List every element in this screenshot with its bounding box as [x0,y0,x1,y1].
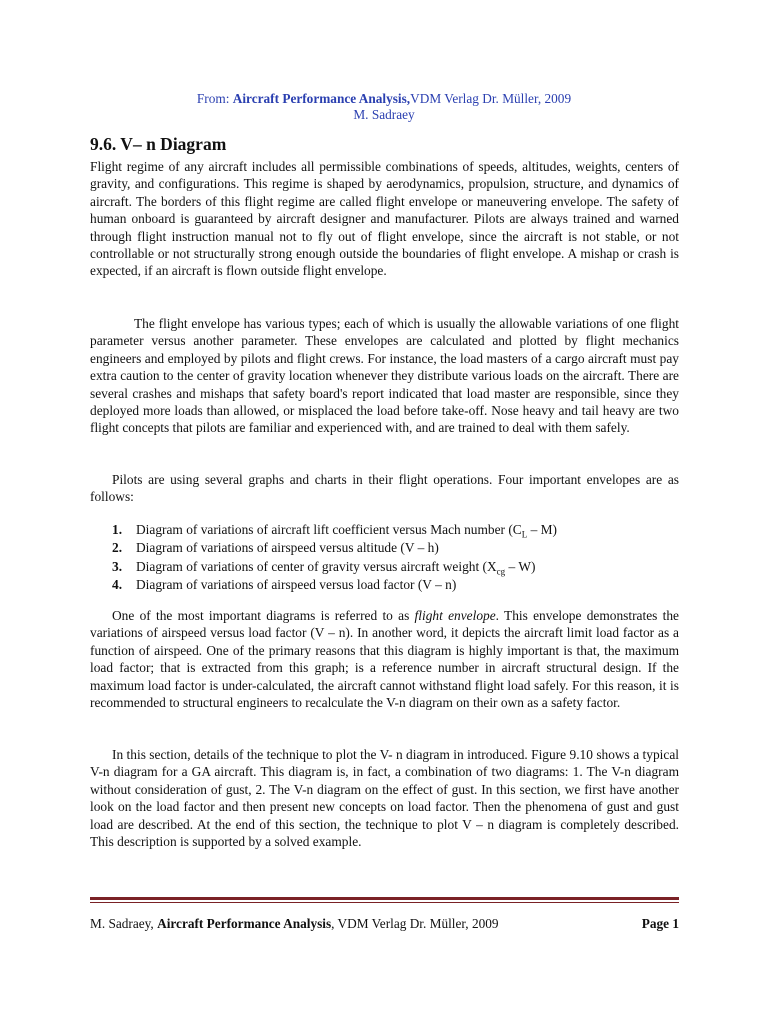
list-text: Diagram of variations of airspeed versus load factor (V – n) [136,576,457,592]
source-prefix: From: [196,91,233,106]
list-item [112,521,672,539]
footer-citation: M. Sadraey, Aircraft Performance Analysis, VDM Verlag Dr. Müller, 2009 [90,916,499,931]
paragraph-envelopes-intro: Pilots are using several graphs and charts in their flight operations. Four important envelopes are as follows: [90,472,679,505]
source-line [0,91,768,107]
page-footer [90,916,679,932]
list-number: 2. [112,540,123,556]
footer-rule-thin [90,902,679,903]
paragraph-flight-regime: Flight regime of any aircraft includes all permissible combinations of speeds, altitudes, weights, centers of gravity, and configurations. This regime is shaped by aerodynamics, propulsion, structure, and dynamics of aircraft. The borders of this flight regime are called flight envelope or maneuvering envelope. The safety of human onboard is guaranteed by aircraft designer and manufacturer. Pilots are always trained and warned through flight instruction manual not to fly out of flight envelope, since the aircraft is not stable, or not controllable or not structurally strong enough outside the boundaries of flight envelope. A mishap or crash is expected, if an aircraft is flown outside flight envelope. [90,159,679,279]
source-book-title: Aircraft Performance Analysis, [232,91,411,106]
list-text: Diagram of variations of aircraft lift coefficient versus Mach number $(C_L - M)$ [136,522,557,540]
footer-rule-thick [90,897,679,900]
section-title: 9.6. V– n Diagram [90,134,227,154]
list-item [112,576,672,594]
list-text: Diagram of variations of center of gravity versus aircraft weight $(X_{cg} - W)$ [136,558,536,577]
source-publisher: VDM Verlag Dr. Müller, 2009 [410,91,572,106]
emphasis-flight-envelope: flight envelope [414,608,496,623]
source-author: M. Sadraey [353,107,415,122]
page-number: Page 1 [641,916,679,931]
envelope-list [112,521,672,594]
paragraph-section-overview: In this section, details of the technique to plot the V- n diagram in introduced. Figure 9.10 shows a typical V-n diagram for a GA aircraft. This diagram is, in fact, a combination of two diagrams: 1. The V-n diagram without consideration of gust, 2. The V-n diagram on the effect of gust. In this section, we first have another look on the load factor and then present new concepts on load factor. Then the phenomena of gust and gust load are described. At the end of this section, the technique to plot V – n diagram is completely described. This description is supported by a solved example. [90,747,679,850]
paragraph-flight-envelope: One of the most important diagrams is referred to as flight envelope. This envelope demonstrates the variations of airspeed versus load factor (V – n). In another word, it depicts the aircraft limit load factor as a function of airspeed. One of the primary reasons that this diagram is highly important is that, the maximum load factor; that is extracted from this graph; is a reference number in aircraft structural design. If the maximum load factor is under-calculated, the aircraft cannot withstand flight load safely. For this reason, it is recommended to structural engineers to recalculate the V-n diagram on their own as a safety factor. [90,608,679,711]
list-item [112,558,672,576]
list-number: 4. [112,576,123,592]
source-citation [0,91,768,123]
list-text: Diagram of variations of airspeed versus altitude (V – h) [136,540,439,556]
list-number: 3. [112,558,123,574]
paragraph-envelope-types: The flight envelope has various types; each of which is usually the allowable variations of one flight parameter versus another parameter. These envelopes are calculated and plotted by flight mechanics engineers and employed by pilots and flight crews. For instance, the load masters of a cargo aircraft must pay extra caution to the center of gravity location whenever they distribute various loads on the aircraft. There are several crashes and mishaps that safety board's report indicated that load master are responsible, since they deployed more loads than allowed, or misplaced the load before take-off. Nose heavy and tail heavy are two flight concepts that pilots are familiar and experienced with, and are trained to deal with them safely. [90,316,679,436]
list-number: 1. [112,522,123,537]
list-item [112,539,672,557]
